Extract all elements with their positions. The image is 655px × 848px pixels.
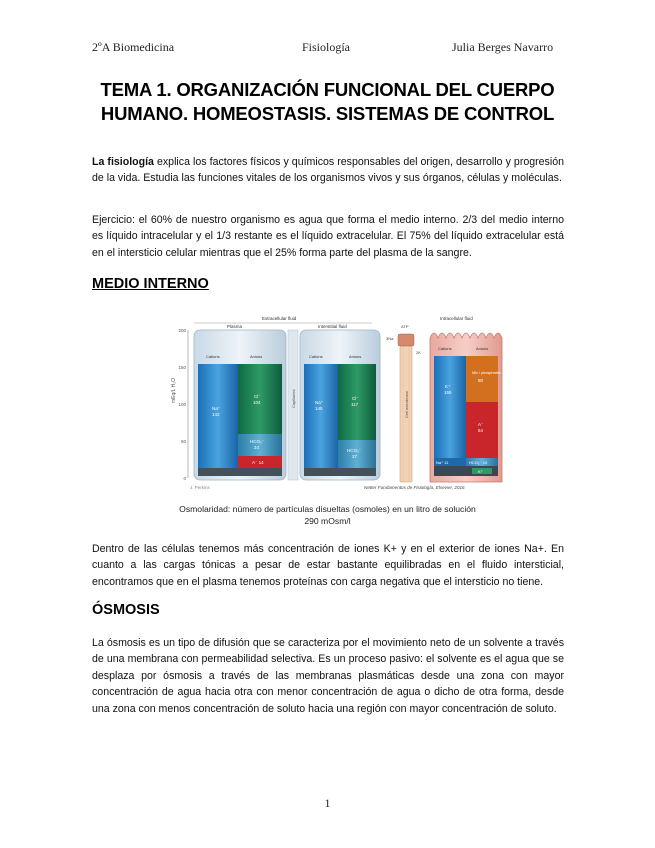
header-author: Julia Berges Navarro (452, 40, 554, 54)
header-course: 2ºA Biomedicina (92, 40, 175, 54)
plasma-hco3-label: HCO₃⁻ (250, 439, 265, 444)
plasma-cl-label: Cl⁻ (254, 394, 261, 399)
ic-phosphate-value: 80 (478, 378, 484, 383)
interstitial-hco3-value: 27 (352, 454, 358, 459)
interstitial-anions: Anions (349, 354, 362, 359)
intro-paragraph (92, 154, 564, 187)
interstitial-cl-value: 117 (351, 402, 359, 407)
ic-k-bar (434, 356, 466, 466)
fluid-compartments-figure (172, 308, 512, 504)
plasma-cl-bar (238, 364, 282, 434)
y-axis-label: mEq/L H₂O (171, 377, 177, 403)
plasma-hco3-value: 24 (254, 445, 260, 450)
figure-source: Netter Fundamentos de Fisiología, Elsevier, 2016 (364, 485, 465, 490)
atp-label: ATP (401, 324, 409, 329)
plasma-na-label: Na⁺ (212, 406, 221, 411)
title-line-1: TEMA 1. ORGANIZACIÓN FUNCIONAL DEL CUERPO (100, 79, 555, 100)
plasma-cations: Cations (206, 354, 220, 359)
caption-line-1: Osmolaridad: número de partículas disueltas (osmoles) en un litro de solución (179, 504, 476, 514)
y-tick-0: 0 (183, 476, 186, 481)
header-subject: Fisiología (302, 40, 351, 54)
plasma-hco3-bar (238, 434, 282, 456)
figure-caption (140, 504, 515, 527)
interstitial-hco3-label: HCO₃⁻ (347, 448, 362, 453)
page-number: 1 (324, 796, 331, 810)
y-tick-100: 100 (178, 402, 186, 407)
intracellular-cell (430, 333, 502, 482)
intro-term: La fisiología (92, 156, 154, 168)
y-tick-150: 150 (178, 365, 186, 370)
k-exchange-label: 2K (416, 350, 421, 355)
ic-na-label: Na⁺ 11 (436, 460, 449, 465)
interstitial-beaker (300, 324, 380, 480)
interstitial-na-bar (304, 364, 338, 472)
plasma-na-value: 142 (212, 412, 220, 417)
ic-anions: Anions (476, 346, 489, 351)
interstitial-na-value: 145 (315, 406, 323, 411)
interstitial-na-label: Na⁺ (315, 400, 324, 405)
ic-protein-label: A⁻ (478, 422, 484, 427)
osmosis-paragraph: La ósmosis es un tipo de difusión que se caracteriza por el movimiento neto de un solvente a través de una membrana con permeabilidad selectiva. Es un proceso pasivo: el solvente es el agua que se desplaza por ósmosis a través de las membranas plasmáticas desde una zona con mayor concentración de agua hacia otra con menor concentración de agua o dicho de otra forma, desde una zona con menos concentración de soluto hacia una región con mayor concentración de soluto. (92, 637, 564, 715)
y-tick-50: 50 (180, 439, 186, 444)
label-extracellular: Extracellular fluid (262, 316, 297, 321)
ic-hco3-label: HCO₃⁻ 10 (469, 460, 488, 465)
intro-text: explica los factores físicos y químicos responsables del origen, desarrollo y progresión de la vida. Estudia las funciones vitales de los organismos vivos y sus órganos, células y moléculas. (92, 156, 564, 185)
interstitial-label: Interstitial fluid (318, 324, 347, 329)
exercise-paragraph: Ejercicio: el 60% de nuestro organismo es agua que forma el medio interno. 2/3 del medio interno es líquido intracelular y el 1/3 restante es el líquido extracelular. El 75% del líquido extracelular está en el intersticio celular mientras que el 25% forma parte del plasma de la sangre. (92, 214, 564, 259)
section-medio-interno: MEDIO INTERNO (92, 276, 209, 292)
plasma-cl-value: 104 (253, 400, 261, 405)
ions-paragraph: Dentro de las células tenemos más concentración de iones K+ y en el exterior de iones Na+. En cuanto a las cargas tónicas a pesar de estar bastante equilibradas en el fluido intersticial, encontramos que en el plasma tenemos proteínas con carga negativa que el intersticio no tiene. (92, 543, 564, 588)
ic-protein-value: 54 (478, 428, 484, 433)
na-exchange-label: 3Na (386, 336, 394, 341)
plasma-protein-label: A⁻ 14 (252, 460, 264, 465)
plasma-anions: Anions (250, 354, 263, 359)
caption-line-2: 290 mOsm/l (304, 515, 351, 526)
interstitial-cl-label: Cl⁻ (352, 396, 359, 401)
cell-membrane-label: Cell membrane (404, 390, 409, 418)
page-title (70, 78, 585, 126)
ic-k-small-label: K⁺ (478, 469, 483, 474)
plasma-na-bar (198, 364, 238, 472)
plasma-label: Plasma (227, 324, 243, 329)
interstitial-cations: Cations (309, 354, 323, 359)
ic-k-value: 155 (444, 390, 452, 395)
plasma-beaker (194, 324, 286, 480)
ic-k-label: K⁺ (445, 384, 451, 389)
y-tick-200: 200 (178, 328, 186, 333)
title-line-2: HUMANO. HOMEOSTASIS. SISTEMAS DE CONTROL (100, 103, 555, 124)
label-intracellular: Intracellular fluid (440, 316, 473, 321)
figure-author: J. Perkins (190, 485, 210, 490)
capillaries-label: Capillaries (291, 389, 296, 408)
section-osmosis: ÓSMOSIS (92, 602, 160, 618)
cell-membrane (386, 324, 421, 482)
ic-cations: Cations (438, 346, 452, 351)
ic-phosphate-label: Mix / phosphates (472, 371, 501, 375)
na-k-pump (398, 334, 414, 346)
